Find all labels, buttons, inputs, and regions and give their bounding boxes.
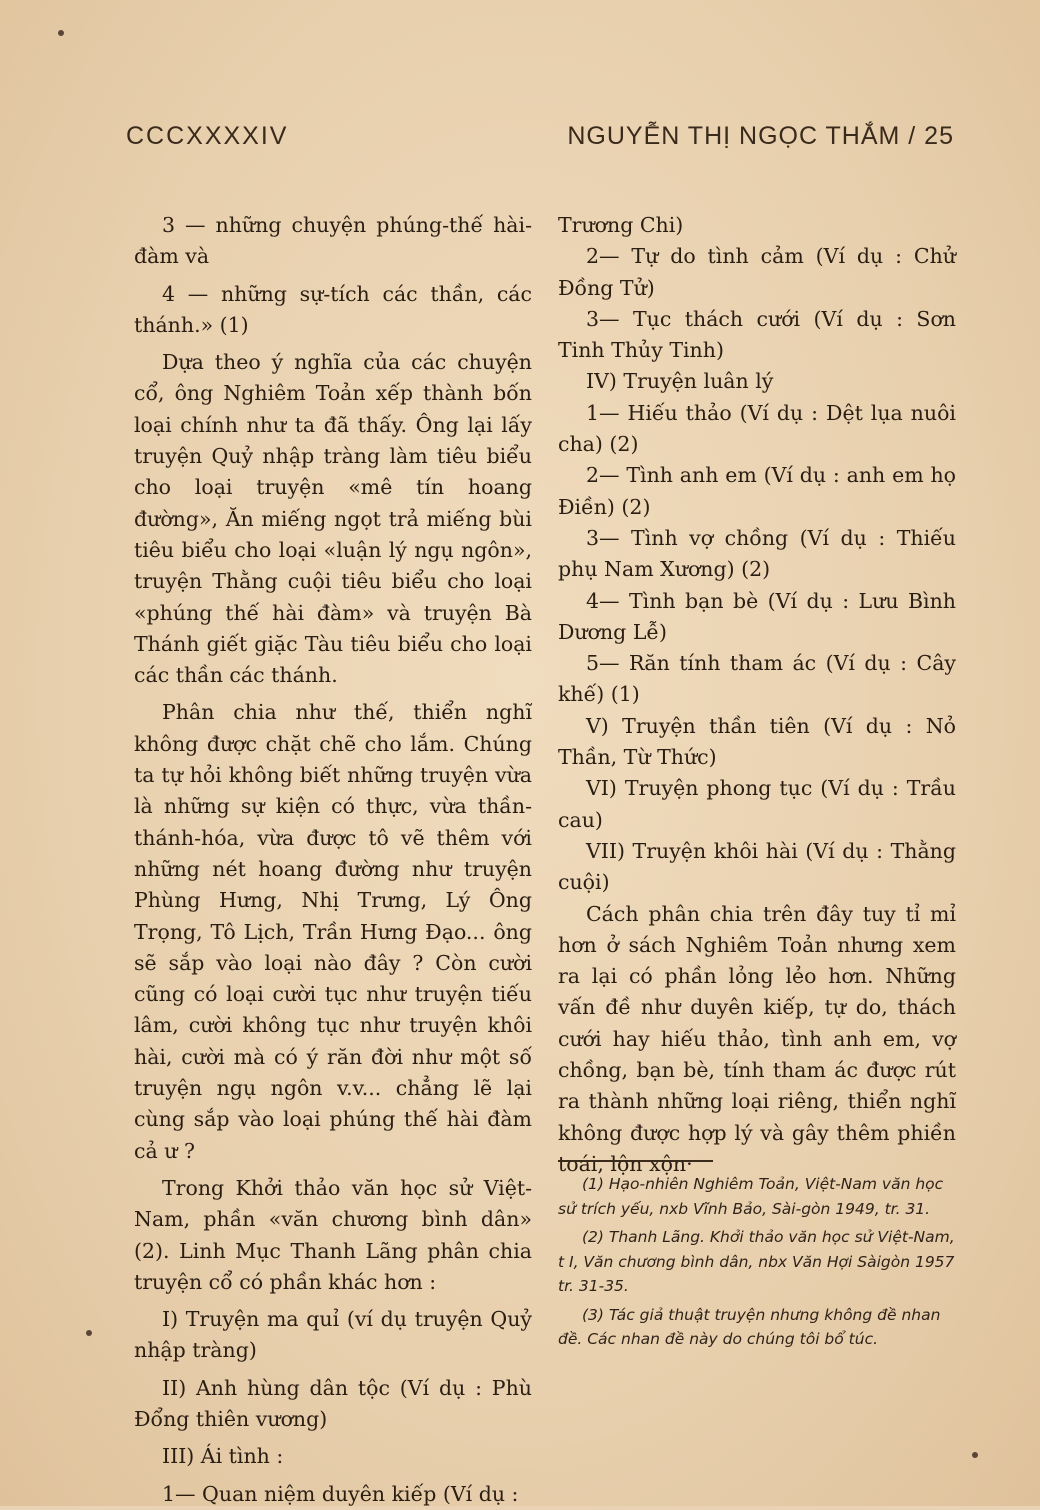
list-item: 2— Tự do tình cảm (Ví dụ : Chử Đồng Tử) — [558, 244, 956, 300]
paper-speck — [58, 30, 64, 36]
running-header — [126, 122, 954, 151]
running-title: NGUYỄN THỊ NGỌC THẮM / 25 — [567, 122, 954, 150]
paragraph: 3 — những chuyện phúng-thế hài-đàm và — [134, 213, 532, 269]
paper-speck — [86, 1330, 92, 1336]
paper-speck — [972, 1452, 978, 1458]
list-item: 1— Hiếu thảo (Ví dụ : Dệt lụa nuôi cha) (2) — [558, 400, 956, 457]
footnote: (3) Tác giả thuật truyện nhưng không đề nhan đề. Các nhan đề này do chúng tôi bổ túc. — [558, 1305, 941, 1348]
left-column — [134, 210, 532, 1510]
list-item: 3— Tình vợ chồng (Ví dụ : Thiếu phụ Nam Xương) (2) — [558, 525, 956, 582]
page-roman-numeral: CCCXXXXIV — [126, 122, 289, 150]
list-item: Trương Chi) — [558, 213, 684, 237]
footnote: (1) Hạo-nhiên Nghiêm Toản, Việt-Nam văn học sử trích yếu, nxb Vĩnh Bảo, Sài-gòn 1949, tr. 31. — [558, 1175, 944, 1218]
list-item: 5— Răn tính tham ác (Ví dụ : Cây khế) (1) — [558, 651, 956, 707]
list-item: 4— Tình bạn bè (Ví dụ : Lưu Bình Dương Lễ) — [558, 588, 956, 644]
list-item: V) Truyện thần tiên (Ví dụ : Nỏ Thần, Từ Thức) — [558, 713, 956, 770]
list-item: I) Truyện ma quỉ (ví dụ truyện Quỷ nhập tràng) — [134, 1307, 532, 1363]
list-item: IV) Truyện luân lý — [586, 369, 774, 394]
list-item: VII) Truyện khôi hài (Ví dụ : Thằng cuội) — [558, 838, 956, 895]
paragraph: Trong Khởi thảo văn học sử Việt-Nam, phần «văn chương bình dân» (2). Linh Mục Thanh Lãng phân chia truyện cổ có phần khác hơn : — [134, 1175, 532, 1294]
list-item: VI) Truyện phong tục (Ví dụ : Trầu cau) — [558, 776, 956, 832]
footnotes — [558, 1160, 956, 1356]
paragraph: Dựa theo ý nghĩa của các chuyện cổ, ông Nghiêm Toản xếp thành bốn loại chính như ta đã thấy. Ông lại lấy truyện Quỷ nhập tràng làm tiêu biểu cho loại truyện «mê tín hoang đường», Ăn miếng ngọt trả miếng bùi tiêu biểu cho loại «luận lý ngụ ngôn», truyện Thằng cuội tiêu biểu cho loại «phúng thế hài đàm» và truyện Bà Thánh giết giặc Tàu tiêu biểu cho loại các thần các thánh. — [134, 350, 532, 688]
paragraph: Cách phân chia trên đây tuy tỉ mỉ hơn ở sách Nghiêm Toản nhưng xem ra lại có phần lỏng lẻo hơn. Những vấn đề như duyên kiếp, tự do, thách cưới hay hiếu thảo, tình anh em, vợ chồng, bạn bè, tính tham ác được rút ra thành những loại riêng, thiển nghĩ không được hợp lý và gây thêm phiền toái, lộn xộn· — [558, 901, 956, 1176]
list-item: III) Ái tình : — [162, 1444, 284, 1469]
right-column — [558, 210, 956, 1180]
list-item: 2— Tình anh em (Ví dụ : anh em họ Điền) (2) — [558, 463, 956, 519]
list-item: II) Anh hùng dân tộc (Ví dụ : Phù Đổng thiên vương) — [134, 1375, 532, 1431]
footnote-rule — [558, 1160, 713, 1162]
list-item: 3— Tục thách cưới (Ví dụ : Sơn Tinh Thủy Tinh) — [558, 306, 956, 363]
list-item: 1— Quan niệm duyên kiếp (Ví dụ : — [162, 1481, 519, 1506]
paragraph: Phân chia như thế, thiển nghĩ không được chặt chẽ cho lắm. Chúng ta tự hỏi không biết những truyện vừa là những sự kiện có thực, vừa thần-thánh-hóa, vừa được tô vẽ thêm với những nét hoang đường như truyện Phùng Hưng, Nhị Trưng, Lý Ông Trọng, Tô Lịch, Trần Hưng Đạo... ông sẽ sắp vào loại nào đây ? Còn cười cũng có loại cười tục như truyện tiếu lâm, cười không tục như truyện khôi hài, cười mà có ý răn đời như một số truyện ngụ ngôn v.v... chẳng lẽ lại cùng sắp vào loại phúng thế hài đàm cả ư ? — [134, 700, 532, 1163]
footnote: (2) Thanh Lãng. Khởi thảo văn học sử Việt-Nam, t I, Văn chương bình dân, nbx Văn Hợi Sàigòn 1957 tr. 31-35. — [558, 1228, 955, 1295]
paragraph: 4 — những sự-tích các thần, các thánh.» (1) — [134, 281, 532, 337]
